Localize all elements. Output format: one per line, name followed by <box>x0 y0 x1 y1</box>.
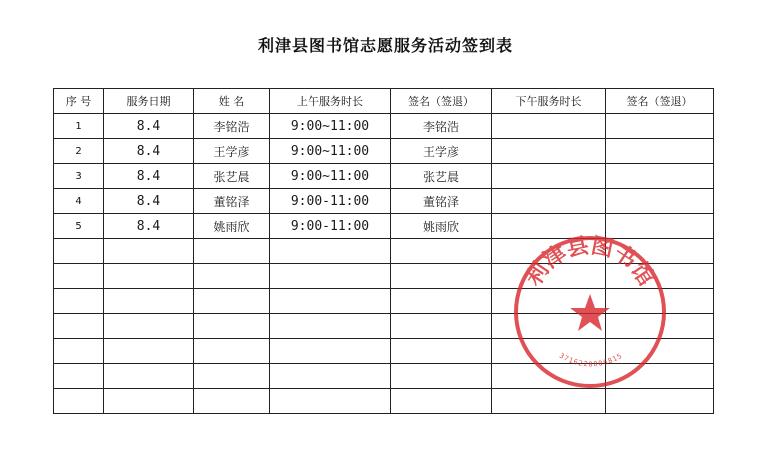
header-date: 服务日期 <box>104 89 194 114</box>
table-row <box>54 114 714 139</box>
pm-signature <box>606 389 714 414</box>
am-duration: 9:00~11:00 <box>270 114 391 139</box>
am-duration: 9:00-11:00 <box>270 189 391 214</box>
am-signature: 姚雨欣 <box>391 214 492 239</box>
am-signature <box>391 239 492 264</box>
table-row <box>54 139 714 164</box>
am-duration <box>270 264 391 289</box>
pm-duration <box>492 114 606 139</box>
am-duration <box>270 339 391 364</box>
document-title: 利津县图书馆志愿服务活动签到表 <box>257 36 513 55</box>
am-signature: 董铭泽 <box>391 189 492 214</box>
volunteer-name: 姚雨欣 <box>194 214 270 239</box>
volunteer-name <box>194 339 270 364</box>
pm-duration <box>492 389 606 414</box>
row-number: 4 <box>54 189 104 214</box>
service-date <box>104 264 194 289</box>
row-number <box>54 239 104 264</box>
am-signature <box>391 289 492 314</box>
volunteer-name <box>194 389 270 414</box>
service-date: 8.4 <box>104 189 194 214</box>
row-number: 5 <box>54 214 104 239</box>
pm-duration <box>492 164 606 189</box>
svg-text:3716220006815 <box>558 352 624 369</box>
service-date: 8.4 <box>104 114 194 139</box>
pm-signature <box>606 114 714 139</box>
row-number <box>54 389 104 414</box>
am-signature: 李铭浩 <box>391 114 492 139</box>
header-am-signature: 签名（签退） <box>391 89 492 114</box>
header-pm-duration: 下午服务时长 <box>492 89 606 114</box>
service-date: 8.4 <box>104 139 194 164</box>
am-duration: 9:00-11:00 <box>270 214 391 239</box>
service-date <box>104 339 194 364</box>
stamp-serial: 3716220006815 <box>557 351 625 369</box>
am-duration <box>270 364 391 389</box>
row-number: 1 <box>54 114 104 139</box>
service-date <box>104 314 194 339</box>
service-date <box>104 364 194 389</box>
am-signature <box>391 264 492 289</box>
row-number <box>54 264 104 289</box>
am-signature: 王学彦 <box>391 139 492 164</box>
service-date <box>104 239 194 264</box>
volunteer-name <box>194 364 270 389</box>
stamp-text: 利津县图书馆 <box>521 233 659 291</box>
service-date: 8.4 <box>104 214 194 239</box>
volunteer-name: 王学彦 <box>194 139 270 164</box>
volunteer-name: 李铭浩 <box>194 114 270 139</box>
row-number <box>54 289 104 314</box>
row-number <box>54 314 104 339</box>
header-row <box>54 89 714 114</box>
table-row <box>54 164 714 189</box>
volunteer-name: 董铭泽 <box>194 189 270 214</box>
row-number: 3 <box>54 164 104 189</box>
service-date <box>104 389 194 414</box>
am-duration <box>270 389 391 414</box>
star-icon <box>570 294 610 331</box>
pm-signature <box>606 139 714 164</box>
am-duration: 9:00~11:00 <box>270 164 391 189</box>
volunteer-name <box>194 264 270 289</box>
pm-duration <box>492 139 606 164</box>
pm-signature <box>606 164 714 189</box>
volunteer-name: 张艺晨 <box>194 164 270 189</box>
library-seal-stamp <box>510 232 670 392</box>
table-row <box>54 389 714 414</box>
volunteer-name <box>194 314 270 339</box>
volunteer-name <box>194 239 270 264</box>
am-duration <box>270 314 391 339</box>
svg-text:利津县图书馆 <box>521 233 659 290</box>
service-date <box>104 289 194 314</box>
am-signature <box>391 364 492 389</box>
service-date: 8.4 <box>104 164 194 189</box>
am-signature <box>391 339 492 364</box>
header-name: 姓 名 <box>194 89 270 114</box>
am-duration <box>270 289 391 314</box>
table-row <box>54 189 714 214</box>
am-signature: 张艺晨 <box>391 164 492 189</box>
row-number: 2 <box>54 139 104 164</box>
pm-duration <box>492 189 606 214</box>
header-pm-signature: 签名（签退） <box>606 89 714 114</box>
header-no: 序 号 <box>54 89 104 114</box>
am-duration: 9:00~11:00 <box>270 139 391 164</box>
header-am-duration: 上午服务时长 <box>270 89 391 114</box>
am-signature <box>391 389 492 414</box>
am-signature <box>391 314 492 339</box>
pm-signature <box>606 189 714 214</box>
row-number <box>54 364 104 389</box>
am-duration <box>270 239 391 264</box>
row-number <box>54 339 104 364</box>
volunteer-name <box>194 289 270 314</box>
